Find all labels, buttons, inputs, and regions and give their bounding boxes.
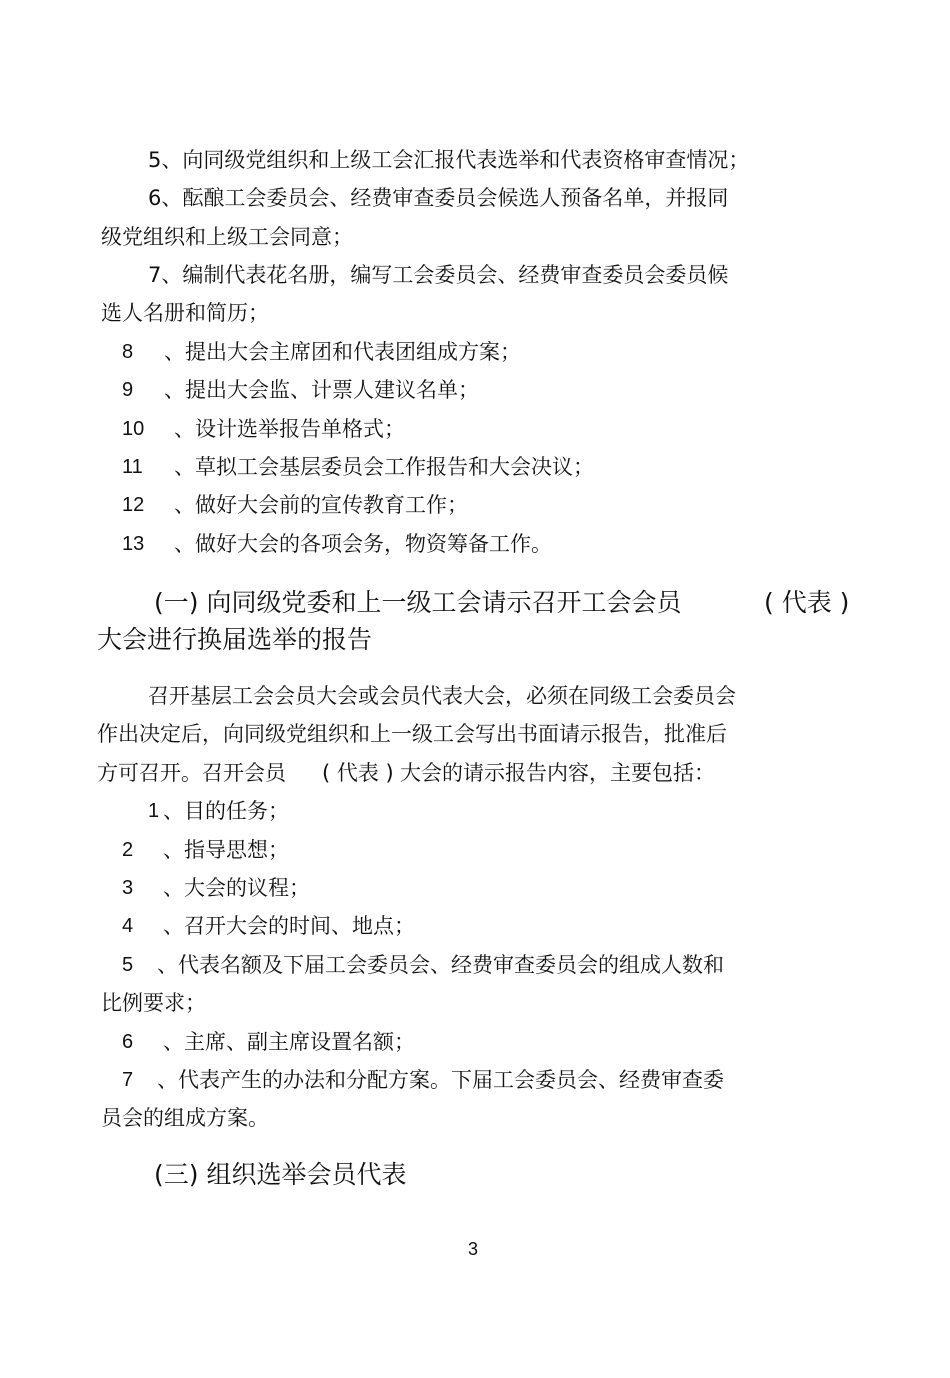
task-item-text: 、做好大会的各项会务，物资筹备工作。: [174, 532, 552, 556]
report-item-text: 、代表产生的办法和分配方案。下届工会委员会、经费审查委: [157, 1068, 724, 1092]
task-item-text: 、提出大会监、计票人建议名单；: [164, 378, 479, 402]
report-item-number: 6: [122, 1031, 134, 1053]
task-item-number: 9: [122, 379, 134, 401]
section-heading-3: (三) 组织选举会员代表: [154, 1160, 407, 1189]
paragraph-line: 大会的请示报告内容，主要包括：: [400, 761, 715, 785]
paragraph-line-paren: ( 代表 ): [322, 761, 394, 785]
task-item-number: 12: [122, 494, 145, 516]
section-heading-1-paren: ( 代表 ): [764, 588, 850, 617]
report-item-text: 、召开大会的时间、地点；: [163, 914, 415, 938]
report-item-number: 3: [122, 877, 134, 899]
report-item-text-continued: 比例要求；: [101, 991, 206, 1015]
task-item-6: 6、酝酿工会委员会、经费审查委员会候选人预备名单，并报同: [148, 186, 729, 210]
report-item-text: 、大会的议程；: [163, 876, 310, 900]
task-item-number: 13: [122, 533, 145, 555]
paragraph-line: 方可召开。召开会员: [97, 761, 286, 785]
page-number: 3: [468, 1239, 479, 1259]
section-heading-1: (一) 向同级党委和上一级工会请示召开工会会员: [154, 588, 682, 617]
report-item-text-continued: 员会的组成方案。: [101, 1106, 269, 1130]
report-item-number: 1: [148, 800, 160, 822]
task-item-text: 、提出大会主席团和代表团组成方案；: [164, 340, 521, 364]
paragraph-line: 召开基层工会会员大会或会员代表大会，必须在同级工会委员会: [148, 684, 736, 708]
task-item-number: 8: [122, 341, 134, 363]
task-item-7: 7、编制代表花名册，编写工会委员会、经费审查委员会委员候: [148, 263, 729, 287]
report-item-text: 、目的任务；: [163, 799, 289, 823]
report-item-number: 2: [122, 839, 134, 861]
task-item-text: 、草拟工会基层委员会工作报告和大会决议；: [174, 455, 594, 479]
report-item-number: 7: [122, 1069, 134, 1091]
task-item-text: 、做好大会前的宣传教育工作；: [174, 493, 468, 517]
task-item-text: 、设计选举报告单格式；: [174, 417, 405, 441]
task-item-7-continued: 选人名册和简历；: [101, 301, 269, 325]
report-item-text: 、指导思想；: [163, 838, 289, 862]
task-item-6-continued: 级党组织和上级工会同意；: [101, 225, 353, 249]
report-item-number: 5: [122, 954, 134, 976]
task-item-5: 5、向同级党组织和上级工会汇报代表选举和代表资格审查情况；: [148, 148, 750, 172]
paragraph-line: 作出决定后，向同级党组织和上一级工会写出书面请示报告，批准后: [97, 722, 727, 746]
section-heading-1-continued: 大会进行换届选举的报告: [97, 625, 373, 654]
report-item-text: 、主席、副主席设置名额；: [163, 1030, 415, 1054]
report-item-number: 4: [122, 915, 134, 937]
task-item-number: 11: [122, 456, 143, 478]
task-item-number: 10: [122, 418, 145, 440]
report-item-text: 、代表名额及下届工会委员会、经费审查委员会的组成人数和: [157, 953, 724, 977]
